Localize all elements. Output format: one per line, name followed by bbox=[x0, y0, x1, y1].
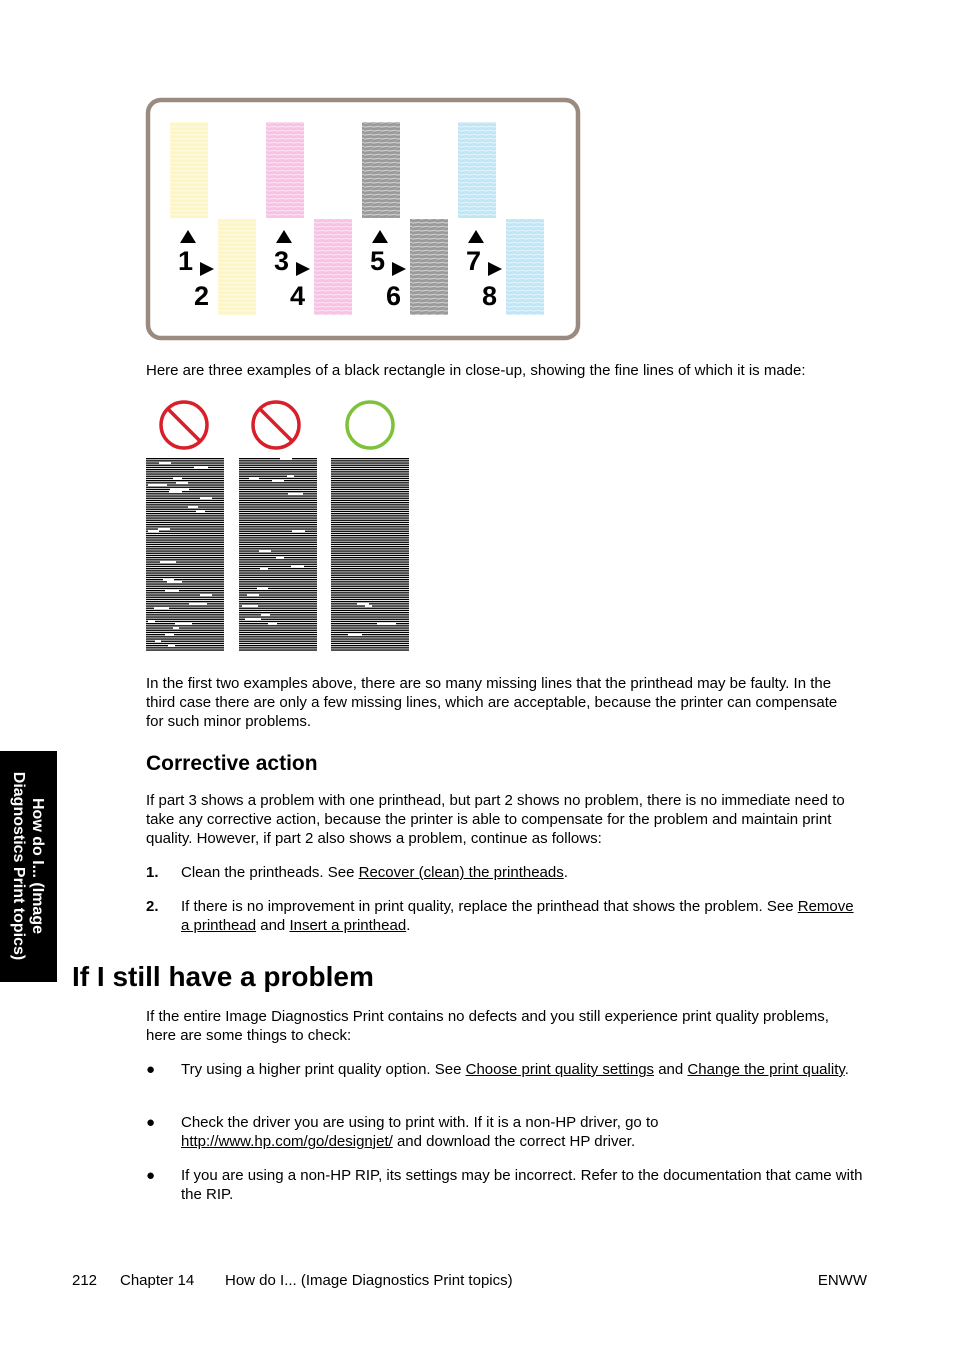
ok-circle-icon bbox=[347, 402, 393, 448]
bullet-marker: ● bbox=[146, 1114, 156, 1131]
black-strip-texture bbox=[362, 122, 400, 218]
examples-explanation: In the first two examples above, there are so many missing lines that the printhead may be faulty. In the third case there are only a few missing lines, which are acceptable, because the printer can compensate for such minor problems. bbox=[146, 675, 838, 730]
change-print-quality-link[interactable]: Change the print quality bbox=[687, 1061, 845, 1078]
side-tab-line-2: Diagnostics Print topics) bbox=[10, 771, 27, 961]
closeup-rectangle-2 bbox=[239, 458, 317, 651]
print-number-5: 5 bbox=[370, 246, 386, 276]
step-number: 2. bbox=[146, 898, 159, 915]
still-problem-intro: If the entire Image Diagnostics Print contains no defects and you still experience print quality problems, here are some things to check: bbox=[146, 1008, 829, 1044]
hp-designjet-url-link[interactable]: http://www.hp.com/go/designjet/ bbox=[181, 1133, 393, 1150]
bullet-text-end: and download the correct HP driver. bbox=[392, 1133, 636, 1150]
remove-printhead-link[interactable]: Remove a printhead bbox=[181, 898, 854, 934]
choose-print-quality-link[interactable]: Choose print quality settings bbox=[465, 1061, 655, 1078]
step-text-end: . bbox=[563, 864, 568, 881]
intro-paragraph: Here are three examples of a black rectangle in close-up, showing the fine lines of which it is made: bbox=[146, 362, 806, 379]
diagnostics-print-figure bbox=[140, 92, 586, 344]
cyan-strip-texture bbox=[458, 122, 496, 218]
closeup-rectangle-3 bbox=[331, 458, 409, 651]
prohibited-icon bbox=[253, 402, 299, 448]
footer-edition: ENWW bbox=[817, 1272, 867, 1289]
step-text-end: . bbox=[406, 917, 411, 934]
side-tab-line-1: How do I... (Image bbox=[29, 797, 46, 934]
page-number: 212 bbox=[72, 1272, 98, 1289]
footer-chapter-title: How do I... (Image Diagnostics Print topics) bbox=[225, 1272, 513, 1289]
print-number-7: 7 bbox=[466, 246, 482, 276]
print-number-4: 4 bbox=[290, 281, 306, 311]
step-text-middle: and bbox=[256, 917, 290, 934]
step-text: If there is no improvement in print quality, replace the printhead that shows the problem. See bbox=[181, 898, 798, 915]
bullet-text-middle: and bbox=[654, 1061, 688, 1078]
bullet-marker: ● bbox=[146, 1167, 156, 1184]
print-number-8: 8 bbox=[482, 281, 498, 311]
print-number-6: 6 bbox=[386, 281, 402, 311]
insert-printhead-link[interactable]: Insert a printhead bbox=[289, 917, 407, 934]
print-number-1: 1 bbox=[178, 246, 194, 276]
bullet-text: If you are using a non-HP RIP, its settings may be incorrect. Refer to the documentation that came with the RIP. bbox=[181, 1167, 863, 1203]
footer-chapter: Chapter 14 bbox=[120, 1272, 195, 1289]
bullet-text: Try using a higher print quality option. See bbox=[181, 1061, 466, 1078]
still-problem-heading: If I still have a problem bbox=[72, 961, 374, 992]
chapter-side-tab bbox=[0, 751, 57, 982]
recover-printheads-link[interactable]: Recover (clean) the printheads bbox=[358, 864, 564, 881]
prohibited-icon bbox=[161, 402, 207, 448]
bullet-text: Check the driver you are using to print with. If it is a non-HP driver, go to bbox=[181, 1114, 659, 1131]
cyan-strip-texture bbox=[506, 219, 544, 315]
yellow-strip-texture bbox=[218, 219, 256, 315]
black-strip-texture bbox=[410, 219, 448, 315]
closeup-examples-figure bbox=[140, 394, 420, 656]
print-number-3: 3 bbox=[274, 246, 290, 276]
bullet-text-end: . bbox=[844, 1061, 849, 1078]
magenta-strip-texture bbox=[266, 122, 304, 218]
magenta-strip-texture bbox=[314, 219, 352, 315]
corrective-action-intro: If part 3 shows a problem with one printhead, but part 2 shows no problem, there is no immediate need to take any corrective action, because the printer is able to compensate for the problem and maintain print quality. However, if part 2 also shows a problem, continue as follows: bbox=[146, 792, 845, 847]
bullet-marker: ● bbox=[146, 1061, 156, 1078]
step-text: Clean the printheads. See bbox=[181, 864, 359, 881]
step-number: 1. bbox=[146, 864, 159, 881]
closeup-rectangle-1 bbox=[146, 458, 224, 651]
yellow-strip-texture bbox=[170, 122, 208, 218]
print-number-2: 2 bbox=[194, 281, 210, 311]
corrective-action-heading: Corrective action bbox=[146, 752, 318, 775]
